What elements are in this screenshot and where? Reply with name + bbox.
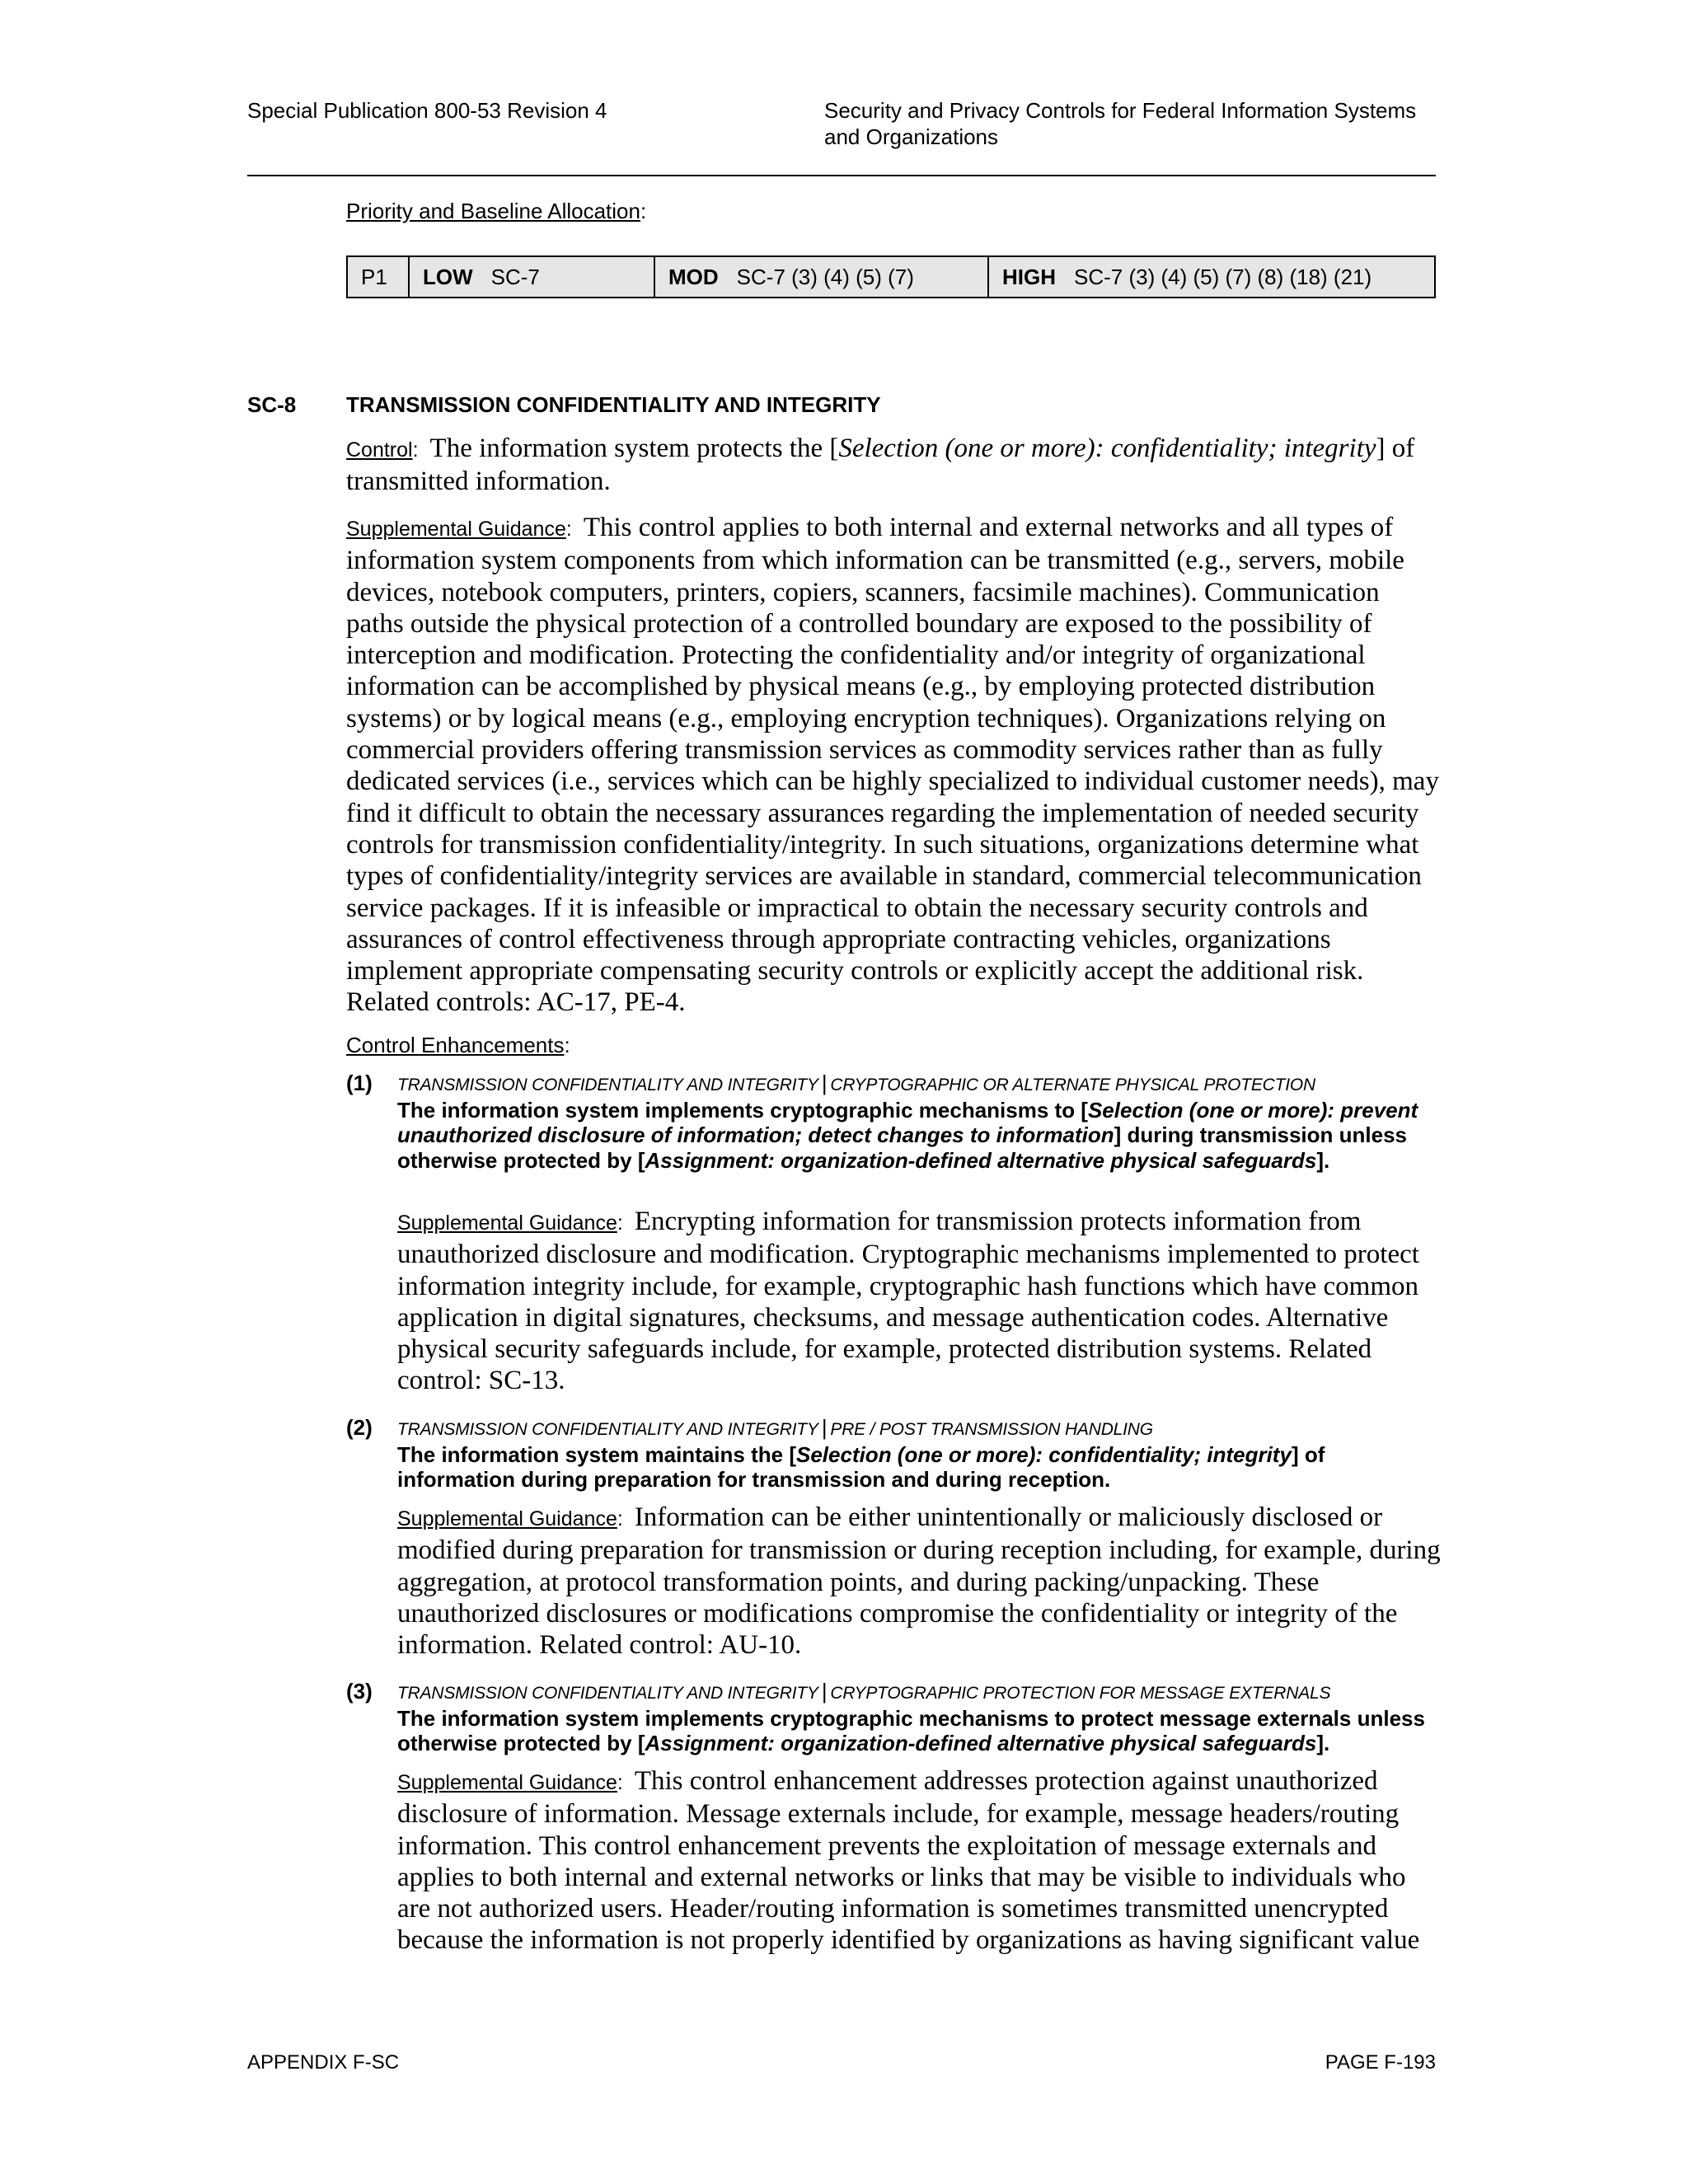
control-id: SC-8	[247, 392, 297, 417]
control-text-post: ] of transmitted information.	[346, 434, 1415, 497]
baseline-high-cell	[989, 257, 1434, 297]
enhancement-1-stmt-5: ].	[1316, 1147, 1330, 1173]
header-rule	[247, 175, 1436, 176]
baseline-mod-label: MOD	[668, 264, 719, 289]
baseline-mod-value: SC-7 (3) (4) (5) (7)	[736, 264, 914, 289]
enhancement-1-title-b: CRYPTOGRAPHIC OR ALTERNATE PHYSICAL PROTECTION	[830, 1076, 1316, 1094]
enhancements-heading	[346, 1032, 570, 1058]
enhancement-1-statement	[397, 1098, 1444, 1173]
enhancement-3-guidance-text: This control enhancement addresses protection against unauthorized disclosure of information. Message externals include, for example, message headers/routing information. This control enhancement prevents the exploitation of message externals and applies to both internal and external networks or links that may be visible to individuals who are not authorized users. Header/routing information is sometimes transmitted unencrypted because the information is not properly identified by organizations as having significant value	[397, 1766, 1420, 1956]
header-right-line2: and Organizations	[824, 124, 999, 149]
guidance-label: Supplemental Guidance	[346, 518, 566, 541]
control-guidance	[346, 512, 1442, 1019]
enhancement-1-stmt-3: ] during transmission unless otherwise protected by [	[397, 1122, 1408, 1173]
enhancement-3-title-b: CRYPTOGRAPHIC PROTECTION FOR MESSAGE EXTERNALS	[830, 1684, 1331, 1703]
enhancements-heading-label: Control Enhancements	[346, 1033, 565, 1057]
enhancement-2-guidance-label: Supplemental Guidance	[397, 1507, 617, 1530]
header-right-line1: Security and Privacy Controls for Federal Information Systems	[824, 98, 1417, 123]
enhancement-3-guidance-colon: :	[617, 1771, 623, 1794]
enhancement-3-title	[397, 1678, 1452, 1707]
guidance-text: This control applies to both internal and external networks and all types of information system components from which information can be transmitted (e.g., servers, mobile devices, notebook computers, printers, copiers, scanners, facsimile machines). Communication paths outside the physical protection of a controlled boundary are exposed to the possibility of interception and modification. Protecting the confidentiality and/or integrity of organizational information can be accomplished by physical means (e.g., by employing protected distribution systems) or by logical means (e.g., employing encryption techniques). Organizations relying on commercial providers offering transmission services as commodity services rather than as fully dedicated services (i.e., services which can be highly specialized to individual customer needs), may find it difficult to obtain the necessary assurances regarding the implementation of needed security controls for transmission confidentiality/integrity. In such situations, organizations determine what types of confidentiality/integrity services are available in standard, commercial telecommunication service packages. If it is infeasible or impractical to obtain the necessary security controls and assurances of control effectiveness through appropriate contracting vehicles, organizations implement appropriate compensating security controls or explicitly accept the additional risk. Related controls: AC-17, PE-4.	[346, 513, 1439, 1018]
baseline-high-label: HIGH	[1002, 264, 1056, 289]
control-text-selection: Selection (one or more): confidentiality; integrity	[838, 434, 1376, 463]
enhancement-2-title-a: TRANSMISSION CONFIDENTIALITY AND INTEGRITY	[397, 1420, 818, 1439]
baseline-low-value: SC-7	[490, 264, 540, 289]
enhancement-3-title-separator: |	[821, 1679, 828, 1704]
enhancement-2-stmt-3: ] of information during preparation for transmission and during reception.	[397, 1442, 1325, 1493]
priority-heading	[346, 198, 646, 224]
enhancement-1-guidance-text: Encrypting information for transmission protects information from unauthorized disclosure and modification. Cryptographic mechanisms implemented to protect information integrity include, for example, cryptographic hash functions which have common application in digital signatures, checksums, and message authentication codes. Alternative physical security safeguards include, for example, protected distribution systems. Related control: SC-13.	[397, 1207, 1419, 1396]
enhancement-1-title-a: TRANSMISSION CONFIDENTIALITY AND INTEGRITY	[397, 1076, 818, 1094]
priority-heading-label: Priority and Baseline Allocation	[346, 199, 640, 223]
priority-cell	[348, 257, 410, 297]
control-label: Control	[346, 438, 413, 462]
baseline-mod-cell	[655, 257, 989, 297]
enhancement-3-number: (3)	[346, 1679, 373, 1704]
enhancement-1-title-separator: |	[821, 1071, 828, 1095]
enhancement-1-stmt-1: The information system implements cryptographic mechanisms to [	[397, 1098, 1088, 1122]
enhancement-3-guidance	[397, 1765, 1444, 1957]
baseline-high-value: SC-7 (3) (4) (5) (7) (8) (18) (21)	[1074, 264, 1372, 289]
enhancement-1-title	[397, 1070, 1452, 1099]
enhancement-3-statement	[397, 1706, 1444, 1756]
control-text-pre: The information system protects the [	[429, 434, 839, 463]
footer-appendix: APPENDIX F-SC	[247, 2051, 400, 2074]
baseline-low-label: LOW	[423, 264, 473, 289]
enhancement-2-stmt-1: The information system maintains the [	[397, 1442, 796, 1467]
enhancement-2-statement	[397, 1442, 1444, 1493]
enhancement-3-stmt-3: ].	[1316, 1731, 1330, 1756]
header-right	[824, 97, 1451, 150]
priority-value: P1	[361, 264, 387, 289]
enhancement-1-number: (1)	[346, 1071, 373, 1095]
enhancement-2-title-b: PRE / POST TRANSMISSION HANDLING	[830, 1420, 1153, 1439]
enhancement-2-title	[397, 1414, 1452, 1443]
baseline-low-cell	[410, 257, 655, 297]
priority-heading-colon: :	[640, 199, 647, 223]
priority-table	[346, 255, 1436, 298]
enhancements-heading-colon: :	[564, 1033, 570, 1057]
enhancement-2-guidance-text: Information can be either unintentionally or maliciously disclosed or modified during preparation for transmission or during reception including, for example, during aggregation, at protocol transformation points, and during packing/unpacking. These unauthorized disclosures or modifications compromise the confidentiality or integrity of the information. Related control: AU-10.	[397, 1502, 1441, 1661]
enhancement-2-guidance	[397, 1502, 1444, 1661]
header-left: Special Publication 800-53 Revision 4	[247, 98, 607, 123]
enhancement-2-number: (2)	[346, 1415, 373, 1440]
footer-page-number: PAGE F-193	[1325, 2051, 1436, 2074]
enhancement-3-stmt-2: Assignment: organization-defined alternative physical safeguards	[645, 1731, 1317, 1756]
enhancement-1-guidance	[397, 1206, 1444, 1397]
enhancement-1-stmt-2: Selection (one or more): prevent unauthorized disclosure of information; detect changes to information	[397, 1098, 1418, 1148]
control-label-colon: :	[412, 438, 419, 462]
enhancement-3-stmt-1: The information system implements cryptographic mechanisms to protect message externals unless otherwise protected by [	[397, 1706, 1425, 1756]
enhancement-2-guidance-colon: :	[617, 1507, 623, 1530]
enhancement-2-title-separator: |	[821, 1415, 828, 1440]
enhancement-1-stmt-4: Assignment: organization-defined alternative physical safeguards	[645, 1147, 1317, 1173]
control-statement	[346, 433, 1442, 498]
guidance-label-colon: :	[565, 518, 572, 541]
control-title: TRANSMISSION CONFIDENTIALITY AND INTEGRITY	[346, 392, 881, 417]
enhancement-3-title-a: TRANSMISSION CONFIDENTIALITY AND INTEGRITY	[397, 1684, 818, 1703]
enhancement-3-guidance-label: Supplemental Guidance	[397, 1771, 617, 1794]
enhancement-1-guidance-colon: :	[617, 1212, 623, 1235]
enhancement-1-guidance-label: Supplemental Guidance	[397, 1212, 617, 1235]
enhancement-2-stmt-2: Selection (one or more): confidentiality; integrity	[795, 1442, 1292, 1467]
